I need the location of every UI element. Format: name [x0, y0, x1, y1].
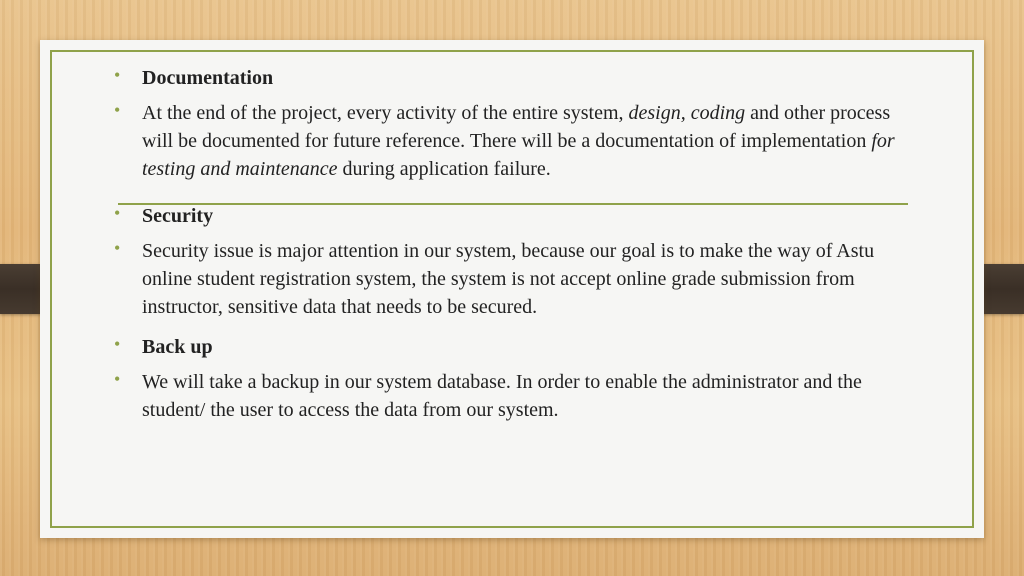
heading-documentation: Documentation	[142, 67, 274, 89]
bullet-item-security-heading	[114, 202, 902, 230]
bullet-item-backup-heading	[114, 333, 902, 361]
documentation-text-part2: and other process will be documented for future reference. There will be a documentation of implementation	[142, 102, 891, 152]
documentation-text-part1: At the end of the project, every activity of the entire system,	[142, 102, 629, 124]
security-text: Security issue is major attention in our system, because our goal is to make the way of Astu online student registration system, the system is not accept online grade submission from instructor, sensitive data that needs to be secured.	[142, 240, 875, 318]
bullet-item-documentation-heading	[114, 64, 902, 92]
documentation-text-part3: during application failure.	[337, 158, 551, 180]
slide-content	[114, 64, 902, 436]
documentation-emphasis-testing: for testing and maintenance	[142, 130, 895, 180]
bullet-item-backup-body	[114, 368, 902, 424]
bullet-item-security-body	[114, 237, 902, 321]
backup-text: We will take a backup in our system database. In order to enable the administrator and the student/ the user to access the data from our system.	[142, 371, 862, 421]
bullet-dot-icon: •	[114, 100, 121, 120]
bullet-dot-icon: •	[114, 334, 121, 354]
bullet-dot-icon: •	[114, 238, 121, 258]
bullet-dot-icon: •	[114, 203, 121, 223]
documentation-emphasis-design-coding: design, coding	[628, 102, 746, 124]
bullet-dot-icon: •	[114, 369, 121, 389]
bullet-item-documentation-body	[114, 99, 902, 183]
heading-backup: Back up	[142, 336, 213, 358]
bullet-dot-icon: •	[114, 65, 121, 85]
heading-security: Security	[142, 205, 214, 227]
